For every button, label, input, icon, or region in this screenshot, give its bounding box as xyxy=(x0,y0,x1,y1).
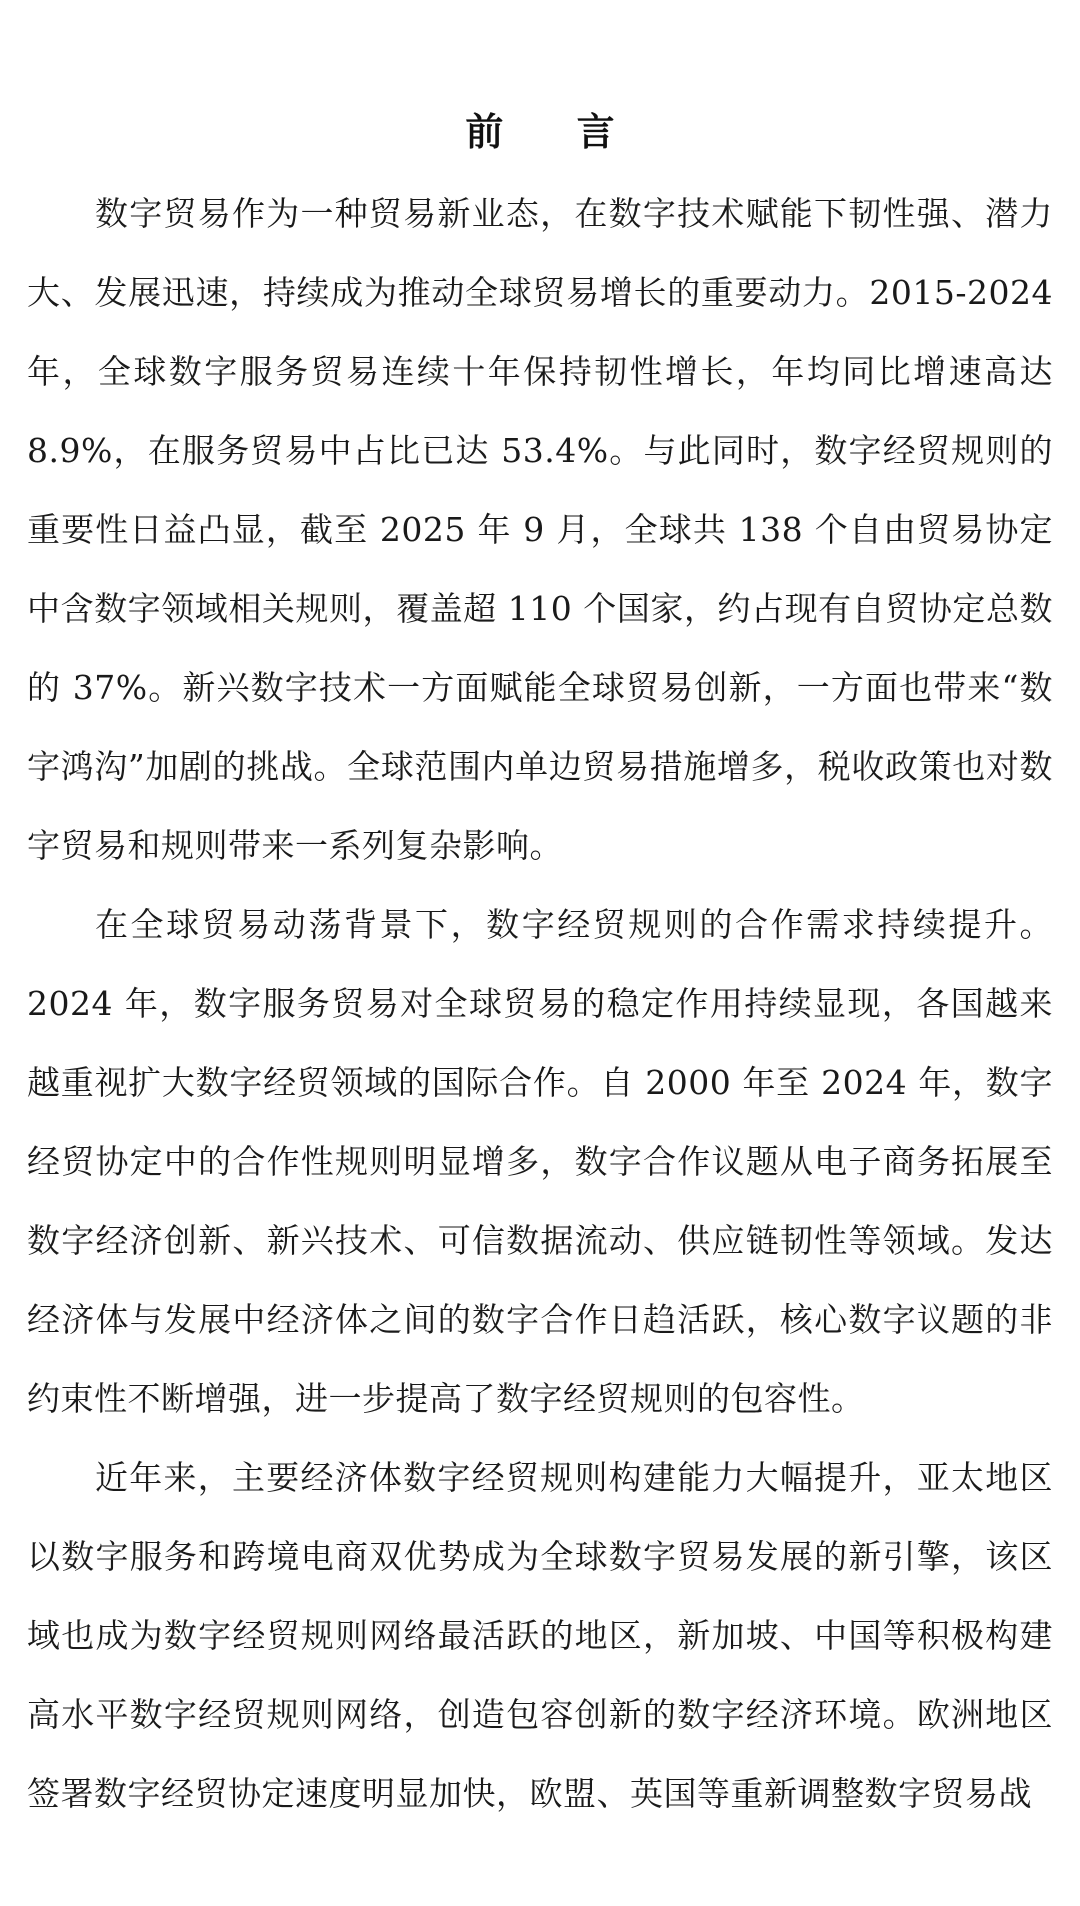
document-page xyxy=(27,0,1053,1833)
body-text xyxy=(27,174,1053,1833)
paragraph-2: 在全球贸易动荡背景下，数字经贸规则的合作需求持续提升。2024 年，数字服务贸易对全球贸易的稳定作用持续显现，各国越来越重视扩大数字经贸领域的国际合作。自 2000 年至 2024 年，数字经贸协定中的合作性规则明显增多，数字合作议题从电子商务拓展至数字经济创新、新兴技术、可信数据流动、供应链韧性等领域。发达经济体与发展中经济体之间的数字合作日趋活跃，核心数字议题的非约束性不断增强，进一步提高了数字经贸规则的包容性。 xyxy=(27,905,1053,1418)
page-title: 前 言 xyxy=(465,110,645,154)
paragraph-1: 数字贸易作为一种贸易新业态，在数字技术赋能下韧性强、潜力大、发展迅速，持续成为推动全球贸易增长的重要动力。2015-2024 年，全球数字服务贸易连续十年保持韧性增长，年均同比增速高达 8.9%，在服务贸易中占比已达 53.4%。与此同时，数字经贸规则的重要性日益凸显，截至 2025 年 9 月，全球共 138 个自由贸易协定中含数字领域相关规则，覆盖超 110 个国家，约占现有自贸协定总数的 37%。新兴数字技术一方面赋能全球贸易创新，一方面也带来“数字鸿沟”加剧的挑战。全球范围内单边贸易措施增多，税收政策也对数字贸易和规则带来一系列复杂影响。 xyxy=(27,194,1053,865)
paragraph-3: 近年来，主要经济体数字经贸规则构建能力大幅提升，亚太地区以数字服务和跨境电商双优势成为全球数字贸易发展的新引擎，该区域也成为数字经贸规则网络最活跃的地区，新加坡、中国等积极构建高水平数字经贸规则网络，创造包容创新的数字经济环境。欧洲地区签署数字经贸协定速度明显加快，欧盟、英国等重新调整数字贸易战 xyxy=(27,1458,1053,1813)
